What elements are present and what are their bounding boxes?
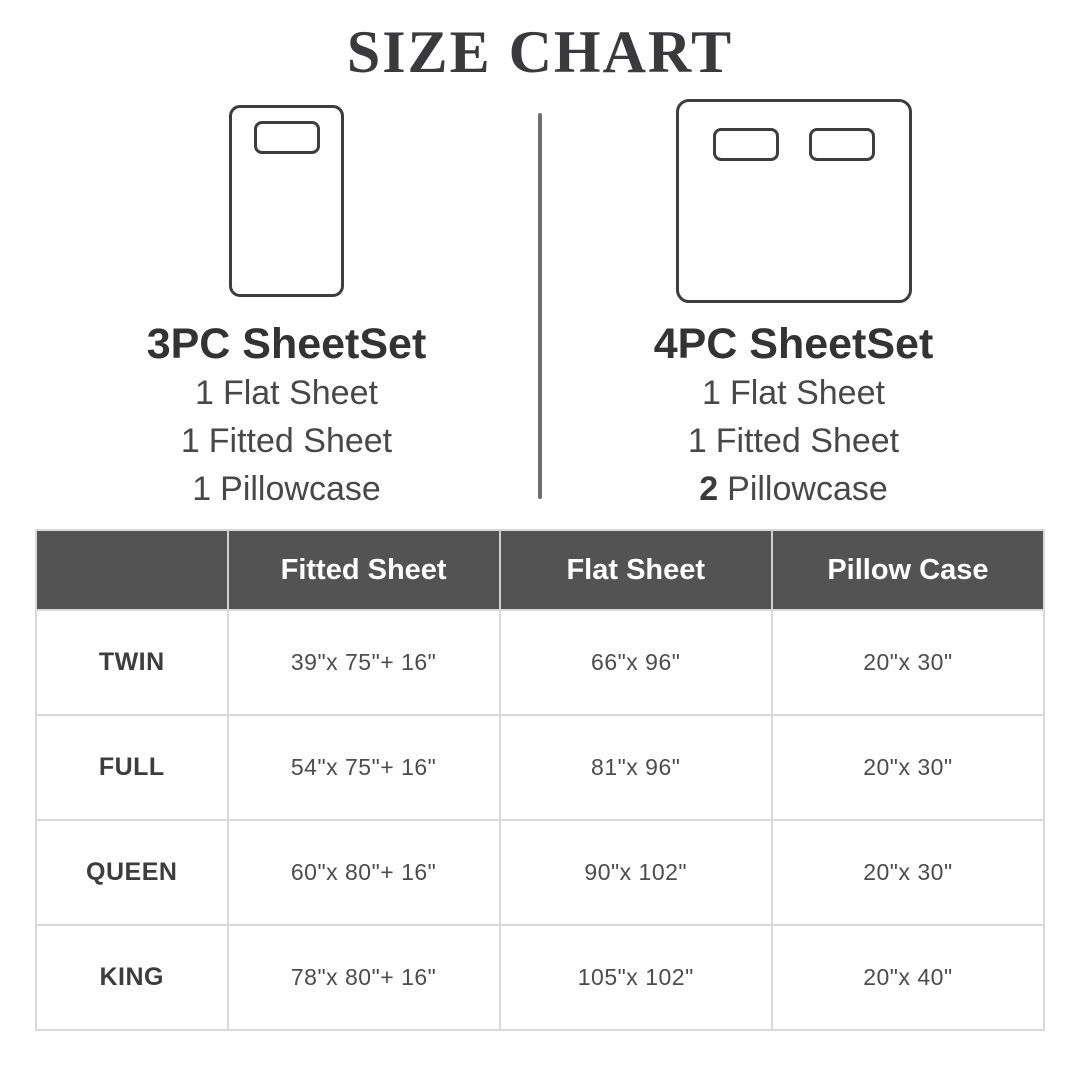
list-item xyxy=(688,369,899,417)
pillow-icon xyxy=(809,128,875,161)
bed-outline-icon xyxy=(229,105,344,297)
item-label: Flat Sheet xyxy=(729,374,885,412)
set-contents-list xyxy=(688,369,899,513)
item-quantity: 1 xyxy=(192,470,212,508)
set-title-4pc: 4PC SheetSet xyxy=(653,320,934,368)
column-header-fitted-sheet: Fitted Sheet xyxy=(228,530,500,610)
cell-flat-sheet: 81"x 96" xyxy=(500,715,772,820)
table-row-king xyxy=(36,925,1044,1030)
page-title: SIZE CHART xyxy=(346,19,734,85)
table-row-twin xyxy=(36,610,1044,715)
item-label: Fitted Sheet xyxy=(208,422,393,460)
item-quantity: 1 xyxy=(702,374,721,412)
table-row-full xyxy=(36,715,1044,820)
size-table xyxy=(35,529,1045,1031)
pillow-icon xyxy=(713,128,779,161)
cell-flat-sheet: 105"x 102" xyxy=(500,925,772,1030)
item-label: Pillowcase xyxy=(727,470,888,508)
column-header-pillow-case: Pillow Case xyxy=(772,530,1044,610)
list-item xyxy=(181,417,392,465)
item-label: Pillowcase xyxy=(220,470,381,508)
item-label: Flat Sheet xyxy=(222,374,378,412)
cell-flat-sheet: 66"x 96" xyxy=(500,610,772,715)
table-row-queen xyxy=(36,820,1044,925)
pillow-icon xyxy=(254,121,320,154)
item-quantity: 2 xyxy=(699,470,719,508)
row-label: FULL xyxy=(36,715,228,820)
column-header-flat-sheet: Flat Sheet xyxy=(500,530,772,610)
bed-outline-icon xyxy=(676,99,912,303)
column-header-size xyxy=(36,530,228,610)
list-item xyxy=(181,465,392,513)
row-label: TWIN xyxy=(36,610,228,715)
cell-fitted-sheet: 78"x 80"+ 16" xyxy=(228,925,500,1030)
cell-pillow-case: 20"x 30" xyxy=(772,610,1044,715)
set-contents-list xyxy=(181,369,392,513)
item-quantity: 1 xyxy=(195,374,214,412)
double-bed-diagram xyxy=(676,95,912,307)
cell-fitted-sheet: 54"x 75"+ 16" xyxy=(228,715,500,820)
list-item xyxy=(181,369,392,417)
row-label: KING xyxy=(36,925,228,1030)
item-quantity: 1 xyxy=(180,422,200,460)
item-quantity: 1 xyxy=(687,422,707,460)
set-title-3pc: 3PC SheetSet xyxy=(146,320,427,368)
cell-flat-sheet: 90"x 102" xyxy=(500,820,772,925)
cell-pillow-case: 20"x 40" xyxy=(772,925,1044,1030)
list-item xyxy=(688,465,899,513)
sheet-set-3pc xyxy=(35,95,538,513)
single-bed-diagram xyxy=(229,95,344,307)
pillow-row xyxy=(679,128,909,161)
sheet-sets-section xyxy=(0,95,1080,513)
sheet-set-4pc xyxy=(542,95,1045,513)
size-chart-infographic xyxy=(0,18,1080,1080)
cell-pillow-case: 20"x 30" xyxy=(772,715,1044,820)
row-label: QUEEN xyxy=(36,820,228,925)
cell-pillow-case: 20"x 30" xyxy=(772,820,1044,925)
table-header-row xyxy=(36,530,1044,610)
item-label: Fitted Sheet xyxy=(715,422,900,460)
cell-fitted-sheet: 60"x 80"+ 16" xyxy=(228,820,500,925)
cell-fitted-sheet: 39"x 75"+ 16" xyxy=(228,610,500,715)
list-item xyxy=(688,417,899,465)
